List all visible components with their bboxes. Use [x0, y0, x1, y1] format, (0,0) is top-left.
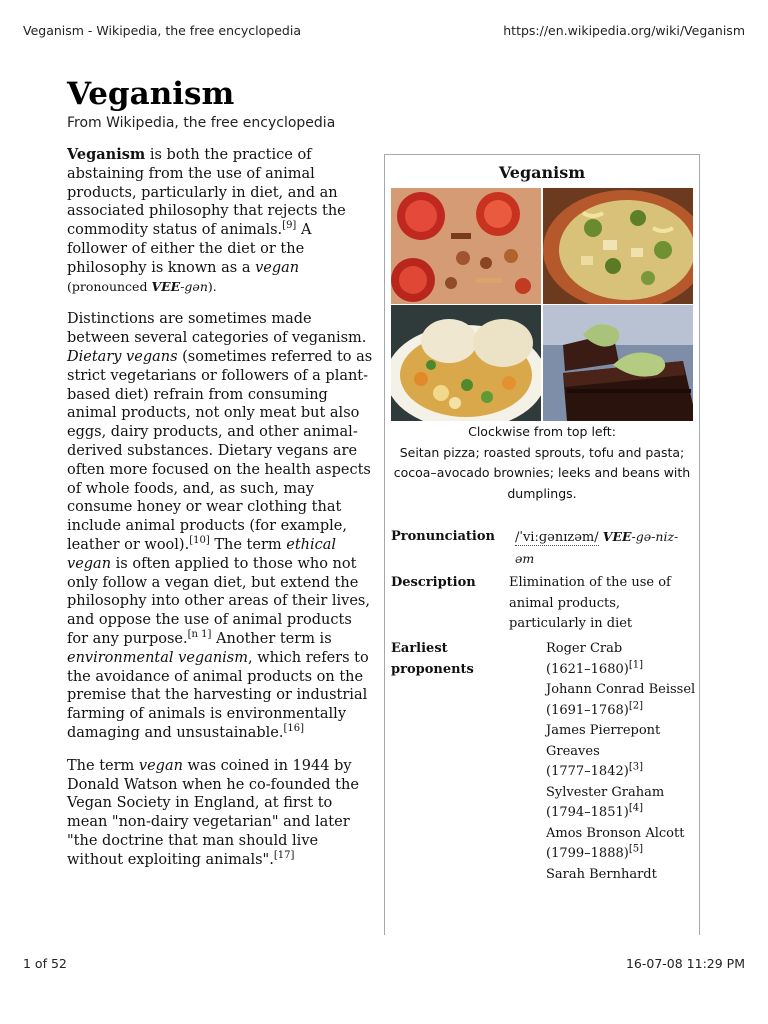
proponent-item: Roger Crab (1621–1680)[1]: [546, 641, 643, 677]
reference-link[interactable]: [2]: [628, 700, 643, 712]
infobox-photo-grid: [391, 188, 693, 421]
article-body: [67, 146, 375, 883]
print-timestamp: 16-07-08 11:29 PM: [625, 956, 745, 971]
reference-link[interactable]: [16]: [283, 723, 304, 735]
intro-paragraph: Veganism is both the practice of abstaining from the use of animal products, particularly in diet, and an associated philosophy that rejects the commodity status of animals.[9] A follower of either the diet or the philosophy is known as a vegan (pronounced VEE-gən).: [67, 146, 346, 294]
categories-paragraph: Distinctions are sometimes made between several categories of veganism. Dietary vegans (sometimes referred to as strict vegetarians or followers of a plant-based diet) refrain from consuming animal products, not only meat but also eggs, dairy products, and other animal-derived substances. Dietary vegans are often more focused on the health aspects of whole foods, and, as such, may consume honey or wear clothing that include animal products (for example, leather or wool).[10] The term ethical vegan is often applied to those who not only follow a vegan diet, but extend the philosophy into other areas of their lives, and oppose the use of animal products for any purpose.[n 1] Another term is environmental veganism, which refers to the avoidance of animal products on the premise that the harvesting or industrial farming of animals is environmentally damaging and unsustainable.[16]: [67, 311, 373, 741]
page-count: 1 of 52: [23, 956, 67, 971]
note-link[interactable]: [n 1]: [187, 629, 212, 641]
proponents-label: Earliest proponents: [391, 641, 474, 677]
print-url[interactable]: https://en.wikipedia.org/wiki/Veganism: [503, 23, 745, 38]
proponent-item: Sarah Bernhardt: [546, 866, 657, 882]
photo-roasted-sprouts-tofu-pasta[interactable]: [543, 188, 693, 304]
infobox-caption: Clockwise from top left: Seitan pizza; roasted sprouts, tofu and pasta; cocoa–avocado brownies; leeks and beans with dumplings.: [393, 424, 691, 501]
infobox-row-proponents: [391, 639, 696, 909]
pronunciation-value: /ˈviːɡənɪzəm/ VEE-gə-niz-əm: [515, 529, 679, 566]
infobox-row-pronunciation: [391, 527, 693, 569]
print-header: [23, 23, 745, 41]
page-title: Veganism: [67, 76, 235, 112]
etymology-paragraph: The term vegan was coined in 1944 by Donald Watson when he co-founded the Vegan Society in England, at first to mean "non-dairy vegetarian" and later "the doctrine that man should live without exploiting animals".[17]: [67, 757, 359, 868]
photo-leeks-beans-dumplings[interactable]: [391, 305, 541, 421]
reference-link[interactable]: [10]: [189, 535, 210, 547]
reference-link[interactable]: [17]: [273, 849, 295, 861]
infobox-row-description: [391, 573, 693, 635]
photo-cocoa-avocado-brownies[interactable]: [543, 305, 693, 421]
ipa-link[interactable]: /ˈviːɡənɪzəm/: [515, 530, 599, 545]
reference-link[interactable]: [9]: [282, 220, 297, 232]
reference-link[interactable]: [3]: [628, 761, 643, 773]
page-subtitle: From Wikipedia, the free encyclopedia: [67, 115, 336, 131]
lead-term: Veganism: [67, 146, 146, 163]
pronunciation-label: Pronunciation: [391, 529, 495, 544]
proponent-item: Johann Conrad Beissel (1691–1768)[2]: [546, 682, 696, 718]
infobox: [384, 154, 700, 935]
proponents-list: [546, 639, 696, 885]
photo-seitan-pizza[interactable]: [391, 188, 541, 304]
proponent-item: Amos Bronson Alcott (1799–1888)[5]: [546, 825, 685, 861]
infobox-title: Veganism: [498, 163, 586, 182]
description-label: Description: [391, 575, 476, 590]
pronunciation-note: (pronounced VEE-gən).: [67, 278, 217, 294]
reference-link[interactable]: [4]: [628, 802, 643, 814]
description-value: Elimination of the use of animal products, particularly in diet: [509, 575, 671, 631]
print-page-title: Veganism - Wikipedia, the free encyclopedia: [23, 23, 301, 38]
proponent-item: Sylvester Graham (1794–1851)[4]: [546, 784, 665, 820]
proponent-item: James Pierrepont Greaves (1777–1842)[3]: [546, 723, 661, 779]
reference-link[interactable]: [5]: [628, 843, 643, 855]
reference-link[interactable]: [1]: [628, 659, 643, 671]
